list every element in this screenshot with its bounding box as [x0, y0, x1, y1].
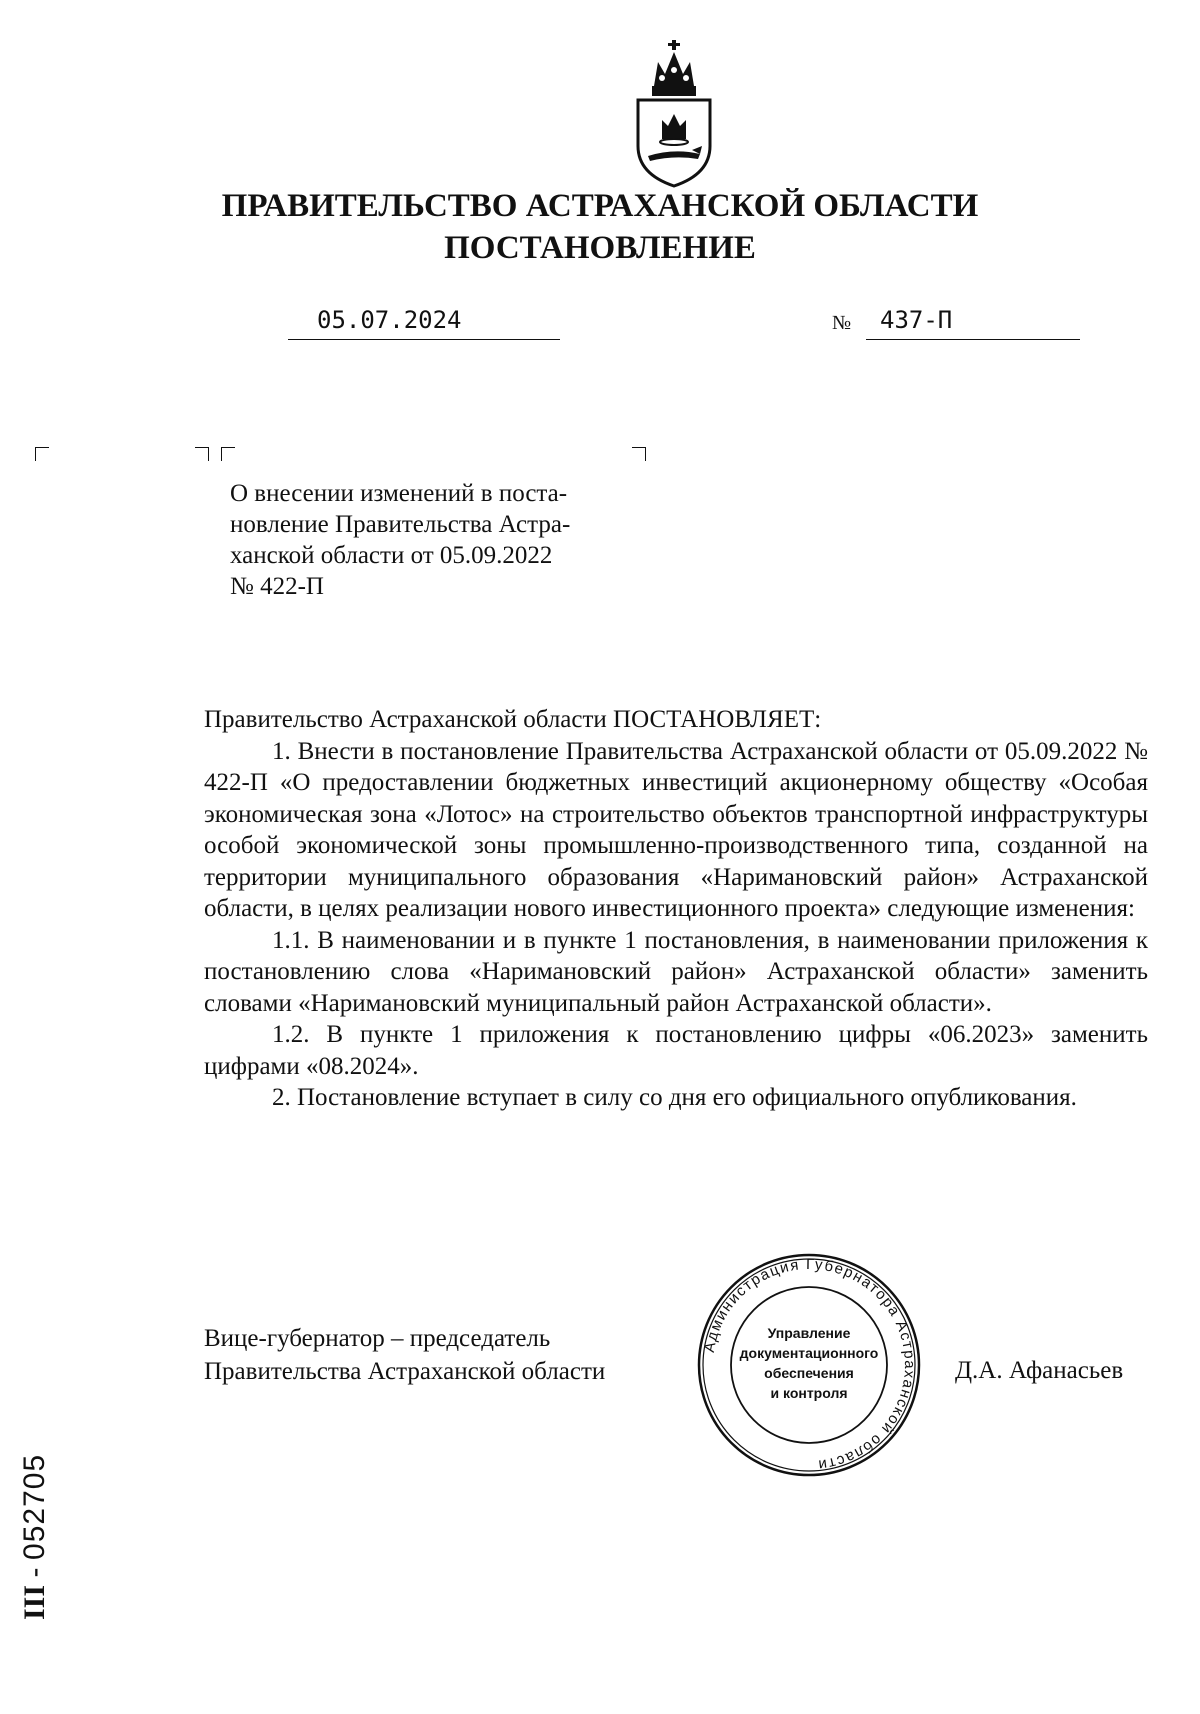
serial-number [18, 1390, 68, 1620]
clause-1-1: 1.1. В наименовании и в пункте 1 постановления, в наименовании приложения к постановлению слова «Наримановский район» Астраханской области» заменить словами «Наримановский муниципальный район Астраханской области». [204, 926, 1148, 1017]
subject-line: О внесении изменений в поста- [230, 480, 568, 507]
corner-mark [195, 447, 209, 461]
signatory-title-line: Правительства Астраханской области [204, 1358, 606, 1385]
official-stamp [694, 1250, 924, 1480]
document-body [204, 704, 1148, 1114]
stamp-inner-line: обеспечения [764, 1365, 854, 1381]
serial-digits: 052705 [18, 1453, 51, 1560]
date-underline [288, 339, 560, 340]
number-underline [866, 339, 1080, 340]
clause-2: 2. Постановление вступает в силу со дня его официального опубликования. [272, 1084, 1077, 1111]
stamp-outer-text: Администрация Губернатора Астраханской области [700, 1255, 919, 1474]
clause-1-2: 1.2. В пункте 1 приложения к постановлению цифры «06.2023» заменить цифрами «08.2024». [204, 1021, 1148, 1080]
authority-title: ПРАВИТЕЛЬСТВО АСТРАХАНСКОЙ ОБЛАСТИ [221, 188, 979, 224]
serial-prefix: III [18, 1584, 51, 1620]
serial-separator: - [18, 1567, 51, 1578]
stamp-inner-line: и контроля [770, 1385, 848, 1401]
corner-mark [35, 447, 49, 461]
corner-mark [632, 447, 646, 461]
signatory-title [204, 1322, 605, 1388]
preamble: Правительство Астраханской области ПОСТАНОВЛЯЕТ: [204, 706, 822, 733]
clause-1: 1. Внести в постановление Правительства Астраханской области от 05.09.2022 № 422-П «О предоставлении бюджетных инвестиций акционерному обществу «Особая экономическая зона «Лотос» на строительство объектов транспортной инфраструктуры особой экономической зоны промышленно-производственного типа, созданной на территории муниципального образования «Наримановский район» Астраханской области, в целях реализации нового инвестиционного проекта» следующие изменения: [204, 737, 1148, 922]
stamp-inner-line: Управление [767, 1325, 851, 1341]
document-date: 05.07.2024 [317, 306, 462, 334]
number-label: № [832, 312, 852, 334]
document-subject [230, 478, 630, 602]
document-number: 437-П [880, 306, 953, 334]
stamp-inner-line: документационного [739, 1345, 879, 1361]
subject-line: новление Правительства Астра- [230, 511, 571, 538]
signatory-name: Д.А. Афанасьев [955, 1357, 1124, 1384]
document-type-title: ПОСТАНОВЛЕНИЕ [444, 230, 756, 266]
coat-of-arms-icon [632, 38, 716, 188]
corner-mark [221, 447, 235, 461]
signatory-title-line: Вице-губернатор – председатель [204, 1325, 551, 1352]
subject-line: ханской области от 05.09.2022 [230, 542, 553, 569]
subject-line: № 422-П [230, 573, 324, 600]
